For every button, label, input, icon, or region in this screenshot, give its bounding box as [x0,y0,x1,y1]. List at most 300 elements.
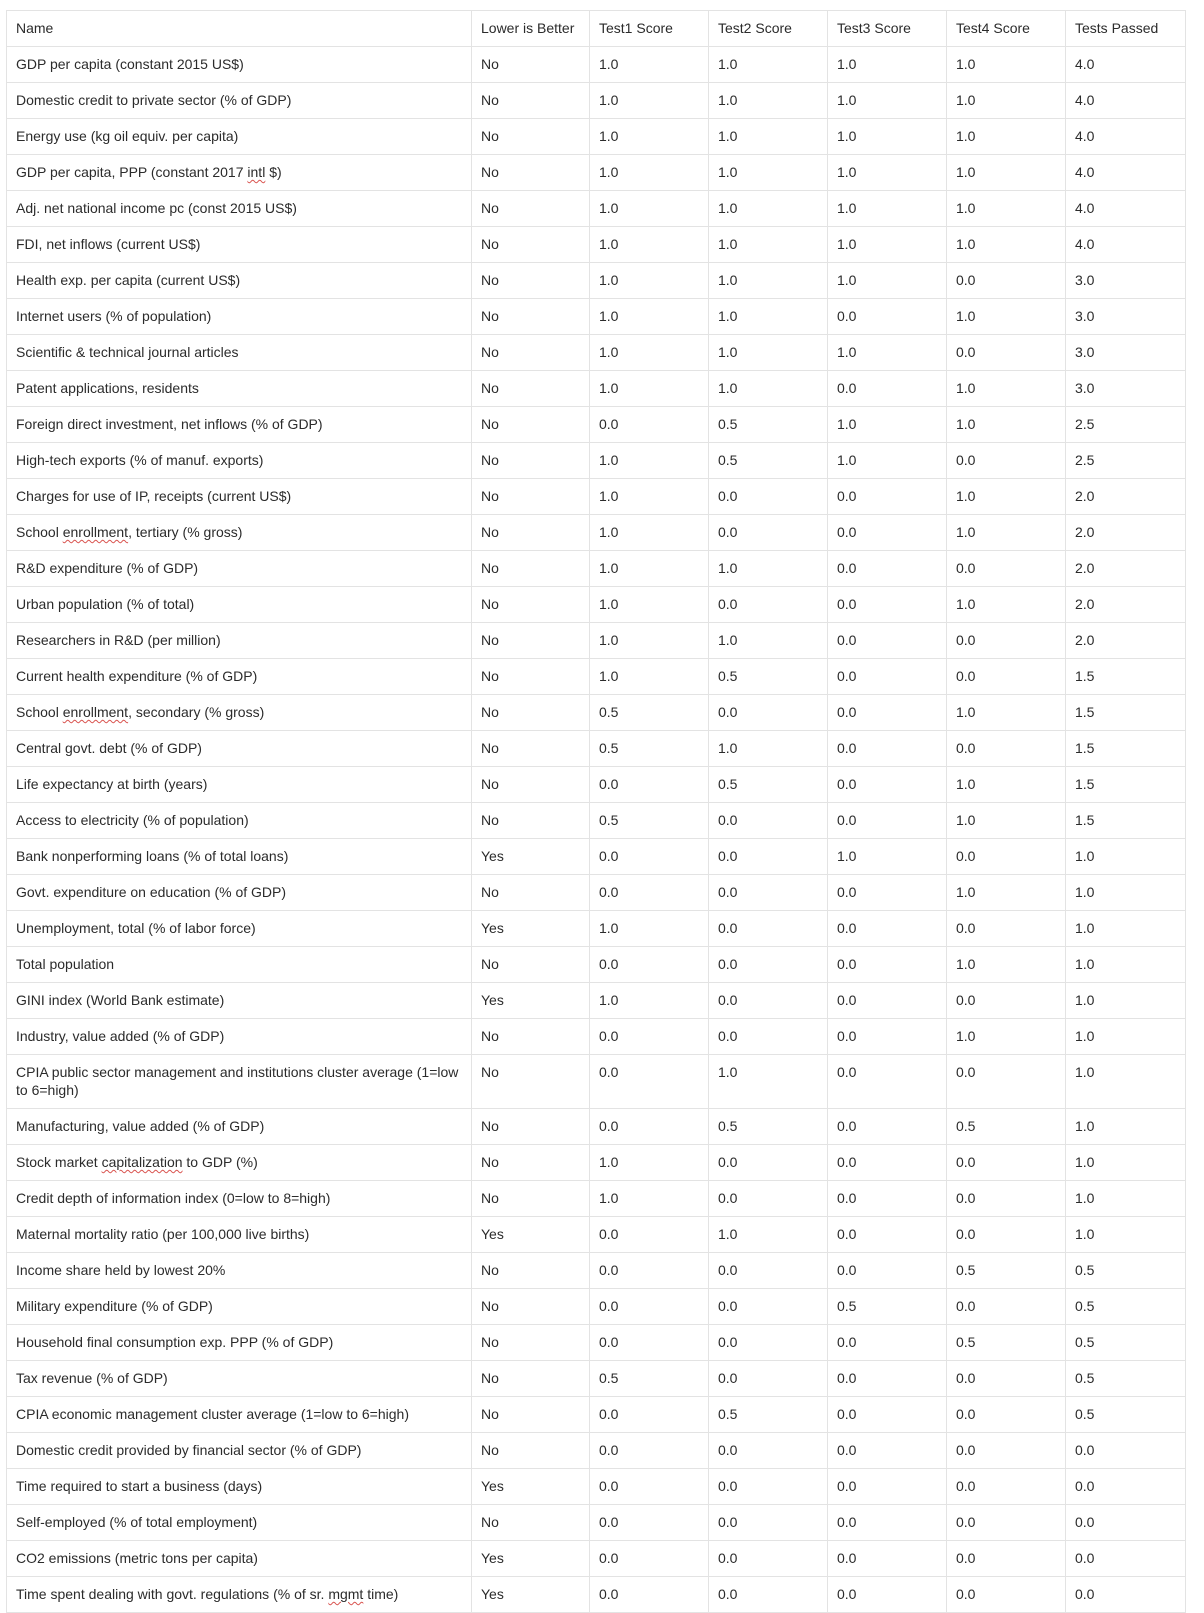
cell-test3-score: 0.0 [828,1109,947,1145]
cell-lower-is-better: No [472,803,590,839]
cell-name: Foreign direct investment, net inflows (% of GDP) [7,407,472,443]
cell-test3-score: 1.0 [828,839,947,875]
cell-test1-score: 1.0 [590,227,709,263]
cell-lower-is-better: No [472,731,590,767]
cell-test2-score: 0.5 [709,407,828,443]
cell-test2-score: 1.0 [709,263,828,299]
cell-test4-score: 1.0 [947,83,1066,119]
cell-lower-is-better: No [472,659,590,695]
table-row [7,299,1186,335]
cell-name: Access to electricity (% of population) [7,803,472,839]
cell-test3-score: 0.0 [828,767,947,803]
cell-name: Stock market capitalization to GDP (%) [7,1145,472,1181]
table-row [7,767,1186,803]
cell-name: CO2 emissions (metric tons per capita) [7,1541,472,1577]
cell-test2-score: 0.0 [709,695,828,731]
cell-test4-score: 1.0 [947,767,1066,803]
table-row [7,1109,1186,1145]
cell-tests-passed: 1.0 [1066,911,1186,947]
cell-test2-score: 1.0 [709,731,828,767]
cell-name: Time required to start a business (days) [7,1469,472,1505]
cell-tests-passed: 3.0 [1066,263,1186,299]
cell-tests-passed: 3.0 [1066,371,1186,407]
cell-test1-score: 0.0 [590,1109,709,1145]
cell-tests-passed: 1.5 [1066,803,1186,839]
cell-test2-score: 0.0 [709,1361,828,1397]
cell-test3-score: 0.0 [828,1505,947,1541]
cell-test3-score: 0.0 [828,695,947,731]
cell-lower-is-better: No [472,1181,590,1217]
cell-name: Time spent dealing with govt. regulations (% of sr. mgmt time) [7,1577,472,1613]
cell-test4-score: 0.0 [947,443,1066,479]
cell-name: Domestic credit to private sector (% of GDP) [7,83,472,119]
cell-test4-score: 1.0 [947,1019,1066,1055]
cell-test4-score: 1.0 [947,947,1066,983]
table-row [7,191,1186,227]
table-row [7,1469,1186,1505]
cell-test2-score: 1.0 [709,47,828,83]
cell-tests-passed: 1.0 [1066,839,1186,875]
cell-test4-score: 0.0 [947,1289,1066,1325]
cell-name: R&D expenditure (% of GDP) [7,551,472,587]
cell-test3-score: 0.0 [828,1397,947,1433]
cell-test1-score: 0.0 [590,947,709,983]
cell-test3-score: 0.0 [828,731,947,767]
cell-test2-score: 1.0 [709,299,828,335]
cell-name: Household final consumption exp. PPP (% of GDP) [7,1325,472,1361]
cell-test4-score: 0.5 [947,1253,1066,1289]
cell-lower-is-better: No [472,1145,590,1181]
cell-test1-score: 0.0 [590,1019,709,1055]
cell-test4-score: 0.0 [947,983,1066,1019]
header-tests-passed: Tests Passed [1066,11,1186,47]
table-row [7,803,1186,839]
cell-lower-is-better: No [472,1055,590,1109]
cell-test2-score: 0.0 [709,1289,828,1325]
table-row [7,1055,1186,1109]
cell-lower-is-better: No [472,551,590,587]
cell-tests-passed: 0.5 [1066,1289,1186,1325]
header-test1-score: Test1 Score [590,11,709,47]
cell-test3-score: 0.0 [828,623,947,659]
cell-test1-score: 1.0 [590,515,709,551]
cell-test4-score: 0.0 [947,335,1066,371]
table-row [7,1505,1186,1541]
cell-test3-score: 0.0 [828,1217,947,1253]
cell-test2-score: 0.0 [709,875,828,911]
header-name: Name [7,11,472,47]
cell-test3-score: 1.0 [828,407,947,443]
cell-tests-passed: 1.5 [1066,659,1186,695]
cell-lower-is-better: No [472,587,590,623]
table-row [7,947,1186,983]
table-row [7,839,1186,875]
cell-test4-score: 0.0 [947,1577,1066,1613]
table-row [7,1361,1186,1397]
cell-test2-score: 0.0 [709,839,828,875]
cell-tests-passed: 0.0 [1066,1433,1186,1469]
cell-name: Internet users (% of population) [7,299,472,335]
cell-lower-is-better: Yes [472,1541,590,1577]
table-row [7,1181,1186,1217]
cell-test1-score: 0.0 [590,1253,709,1289]
cell-test4-score: 1.0 [947,875,1066,911]
cell-tests-passed: 2.0 [1066,551,1186,587]
cell-test4-score: 1.0 [947,227,1066,263]
cell-test2-score: 0.0 [709,1469,828,1505]
cell-test2-score: 1.0 [709,155,828,191]
table-row [7,551,1186,587]
cell-test2-score: 0.5 [709,767,828,803]
cell-test4-score: 0.0 [947,839,1066,875]
cell-test3-score: 0.0 [828,803,947,839]
cell-test3-score: 1.0 [828,191,947,227]
cell-test1-score: 0.5 [590,1361,709,1397]
cell-test4-score: 1.0 [947,155,1066,191]
table-row [7,623,1186,659]
cell-test3-score: 1.0 [828,227,947,263]
results-table-container [6,10,1186,1613]
cell-test3-score: 0.0 [828,911,947,947]
cell-test1-score: 1.0 [590,1181,709,1217]
cell-lower-is-better: No [472,371,590,407]
cell-test3-score: 0.0 [828,1577,947,1613]
cell-test1-score: 1.0 [590,119,709,155]
table-row [7,515,1186,551]
cell-test4-score: 0.0 [947,1361,1066,1397]
cell-test1-score: 1.0 [590,443,709,479]
table-row [7,407,1186,443]
cell-test3-score: 0.0 [828,1019,947,1055]
cell-test1-score: 1.0 [590,479,709,515]
cell-test2-score: 0.0 [709,1019,828,1055]
cell-test3-score: 0.5 [828,1289,947,1325]
cell-test3-score: 0.0 [828,1055,947,1109]
table-row [7,371,1186,407]
cell-test3-score: 1.0 [828,443,947,479]
cell-tests-passed: 0.0 [1066,1541,1186,1577]
cell-tests-passed: 0.5 [1066,1361,1186,1397]
cell-test4-score: 1.0 [947,119,1066,155]
cell-test2-score: 1.0 [709,551,828,587]
cell-test4-score: 0.0 [947,551,1066,587]
cell-test4-score: 0.0 [947,1145,1066,1181]
table-row [7,443,1186,479]
cell-test4-score: 0.0 [947,1433,1066,1469]
cell-test3-score: 1.0 [828,119,947,155]
table-row [7,695,1186,731]
cell-lower-is-better: No [472,407,590,443]
cell-test1-score: 1.0 [590,371,709,407]
cell-test2-score: 0.5 [709,443,828,479]
cell-tests-passed: 0.0 [1066,1469,1186,1505]
table-row [7,911,1186,947]
cell-lower-is-better: No [472,695,590,731]
cell-test1-score: 0.0 [590,1469,709,1505]
cell-lower-is-better: No [472,1109,590,1145]
cell-test2-score: 0.0 [709,587,828,623]
cell-test2-score: 0.0 [709,479,828,515]
cell-test1-score: 1.0 [590,983,709,1019]
cell-test2-score: 0.0 [709,803,828,839]
cell-lower-is-better: No [472,1397,590,1433]
cell-test3-score: 0.0 [828,947,947,983]
cell-tests-passed: 2.0 [1066,587,1186,623]
table-row [7,731,1186,767]
cell-test1-score: 0.0 [590,839,709,875]
cell-test3-score: 0.0 [828,1433,947,1469]
table-row [7,83,1186,119]
spellcheck-flag: enrollment [62,704,129,720]
cell-tests-passed: 4.0 [1066,191,1186,227]
table-row [7,227,1186,263]
cell-name: Credit depth of information index (0=low to 8=high) [7,1181,472,1217]
table-row [7,263,1186,299]
cell-lower-is-better: No [472,1325,590,1361]
cell-lower-is-better: No [472,1019,590,1055]
cell-test1-score: 0.0 [590,767,709,803]
cell-test1-score: 1.0 [590,911,709,947]
cell-test4-score: 0.5 [947,1325,1066,1361]
table-body [7,47,1186,1613]
cell-test2-score: 1.0 [709,83,828,119]
cell-test2-score: 1.0 [709,335,828,371]
cell-tests-passed: 0.0 [1066,1577,1186,1613]
cell-test4-score: 1.0 [947,371,1066,407]
cell-test3-score: 0.0 [828,479,947,515]
cell-test4-score: 1.0 [947,695,1066,731]
cell-test4-score: 1.0 [947,803,1066,839]
table-row [7,479,1186,515]
cell-name: Central govt. debt (% of GDP) [7,731,472,767]
cell-test4-score: 0.0 [947,659,1066,695]
cell-test2-score: 0.0 [709,1433,828,1469]
cell-test3-score: 0.0 [828,1325,947,1361]
table-row [7,1577,1186,1613]
table-row [7,875,1186,911]
cell-name: School enrollment, secondary (% gross) [7,695,472,731]
cell-test1-score: 0.0 [590,1217,709,1253]
table-row [7,1253,1186,1289]
cell-test1-score: 1.0 [590,47,709,83]
cell-test3-score: 0.0 [828,551,947,587]
cell-test3-score: 0.0 [828,1541,947,1577]
cell-tests-passed: 4.0 [1066,83,1186,119]
cell-name: GDP per capita, PPP (constant 2017 intl $) [7,155,472,191]
cell-test4-score: 1.0 [947,47,1066,83]
cell-name: GDP per capita (constant 2015 US$) [7,47,472,83]
table-row [7,335,1186,371]
cell-name: Unemployment, total (% of labor force) [7,911,472,947]
cell-test4-score: 0.0 [947,1505,1066,1541]
cell-test3-score: 0.0 [828,299,947,335]
cell-tests-passed: 4.0 [1066,47,1186,83]
cell-test4-score: 0.0 [947,1217,1066,1253]
cell-lower-is-better: No [472,875,590,911]
cell-lower-is-better: No [472,1433,590,1469]
cell-test2-score: 1.0 [709,119,828,155]
cell-name: Domestic credit provided by financial sector (% of GDP) [7,1433,472,1469]
cell-name: Adj. net national income pc (const 2015 US$) [7,191,472,227]
cell-name: Life expectancy at birth (years) [7,767,472,803]
cell-test1-score: 1.0 [590,659,709,695]
table-row [7,155,1186,191]
cell-test2-score: 0.5 [709,1109,828,1145]
cell-test1-score: 1.0 [590,335,709,371]
cell-name: Total population [7,947,472,983]
cell-test1-score: 0.0 [590,1055,709,1109]
cell-test4-score: 0.5 [947,1109,1066,1145]
table-row [7,1217,1186,1253]
cell-tests-passed: 0.0 [1066,1505,1186,1541]
cell-tests-passed: 1.0 [1066,875,1186,911]
header-lower-is-better: Lower is Better [472,11,590,47]
cell-test4-score: 0.0 [947,1397,1066,1433]
cell-lower-is-better: No [472,299,590,335]
cell-test1-score: 0.0 [590,1505,709,1541]
cell-test4-score: 1.0 [947,407,1066,443]
cell-test1-score: 1.0 [590,299,709,335]
cell-name: Energy use (kg oil equiv. per capita) [7,119,472,155]
header-test2-score: Test2 Score [709,11,828,47]
table-row [7,1145,1186,1181]
cell-test3-score: 0.0 [828,371,947,407]
cell-tests-passed: 1.0 [1066,947,1186,983]
cell-test3-score: 0.0 [828,875,947,911]
cell-name: Income share held by lowest 20% [7,1253,472,1289]
cell-lower-is-better: No [472,1289,590,1325]
table-row [7,119,1186,155]
cell-lower-is-better: No [472,1361,590,1397]
cell-tests-passed: 3.0 [1066,335,1186,371]
cell-tests-passed: 2.0 [1066,623,1186,659]
header-test4-score: Test4 Score [947,11,1066,47]
cell-test4-score: 1.0 [947,479,1066,515]
cell-name: Patent applications, residents [7,371,472,407]
cell-test2-score: 1.0 [709,191,828,227]
table-header-row [7,11,1186,47]
cell-name: Manufacturing, value added (% of GDP) [7,1109,472,1145]
cell-test4-score: 0.0 [947,1541,1066,1577]
cell-test2-score: 0.0 [709,1505,828,1541]
cell-lower-is-better: Yes [472,1217,590,1253]
cell-tests-passed: 4.0 [1066,155,1186,191]
cell-name: Current health expenditure (% of GDP) [7,659,472,695]
cell-test2-score: 1.0 [709,227,828,263]
table-row [7,1397,1186,1433]
cell-test1-score: 0.0 [590,1397,709,1433]
cell-test1-score: 1.0 [590,587,709,623]
cell-test1-score: 0.5 [590,695,709,731]
cell-test1-score: 1.0 [590,263,709,299]
cell-name: Maternal mortality ratio (per 100,000 live births) [7,1217,472,1253]
cell-tests-passed: 3.0 [1066,299,1186,335]
cell-tests-passed: 4.0 [1066,119,1186,155]
cell-test3-score: 0.0 [828,1253,947,1289]
cell-test3-score: 0.0 [828,1181,947,1217]
cell-test1-score: 0.0 [590,1541,709,1577]
cell-test3-score: 0.0 [828,515,947,551]
cell-name: School enrollment, tertiary (% gross) [7,515,472,551]
cell-lower-is-better: Yes [472,911,590,947]
cell-test3-score: 1.0 [828,335,947,371]
cell-lower-is-better: Yes [472,839,590,875]
cell-test2-score: 0.0 [709,983,828,1019]
cell-name: Self-employed (% of total employment) [7,1505,472,1541]
spellcheck-flag: enrollment [62,524,129,540]
table-row [7,659,1186,695]
cell-tests-passed: 0.5 [1066,1253,1186,1289]
cell-test3-score: 0.0 [828,983,947,1019]
cell-test1-score: 0.0 [590,1325,709,1361]
cell-tests-passed: 0.5 [1066,1325,1186,1361]
cell-test2-score: 0.0 [709,1181,828,1217]
cell-tests-passed: 1.0 [1066,1181,1186,1217]
results-table [6,10,1186,1613]
cell-lower-is-better: Yes [472,983,590,1019]
cell-test2-score: 0.0 [709,515,828,551]
cell-tests-passed: 2.0 [1066,479,1186,515]
table-row [7,1433,1186,1469]
cell-tests-passed: 2.0 [1066,515,1186,551]
cell-name: Industry, value added (% of GDP) [7,1019,472,1055]
cell-lower-is-better: No [472,335,590,371]
cell-test3-score: 1.0 [828,155,947,191]
cell-test2-score: 0.0 [709,1325,828,1361]
cell-test4-score: 0.0 [947,1469,1066,1505]
cell-tests-passed: 1.5 [1066,695,1186,731]
cell-test4-score: 0.0 [947,263,1066,299]
cell-tests-passed: 1.5 [1066,731,1186,767]
cell-name: Researchers in R&D (per million) [7,623,472,659]
header-test3-score: Test3 Score [828,11,947,47]
table-row [7,983,1186,1019]
cell-test3-score: 1.0 [828,47,947,83]
cell-test4-score: 1.0 [947,587,1066,623]
cell-test4-score: 1.0 [947,299,1066,335]
cell-test1-score: 1.0 [590,623,709,659]
cell-test2-score: 0.5 [709,1397,828,1433]
cell-lower-is-better: No [472,443,590,479]
cell-name: FDI, net inflows (current US$) [7,227,472,263]
table-row [7,1541,1186,1577]
cell-name: High-tech exports (% of manuf. exports) [7,443,472,479]
cell-test1-score: 1.0 [590,155,709,191]
cell-test3-score: 0.0 [828,1469,947,1505]
cell-test1-score: 1.0 [590,83,709,119]
cell-name: Health exp. per capita (current US$) [7,263,472,299]
cell-test1-score: 0.0 [590,1289,709,1325]
cell-test4-score: 0.0 [947,1181,1066,1217]
cell-lower-is-better: Yes [472,1469,590,1505]
cell-test1-score: 0.5 [590,803,709,839]
cell-name: Urban population (% of total) [7,587,472,623]
table-row [7,1019,1186,1055]
cell-test2-score: 0.0 [709,1253,828,1289]
cell-test2-score: 1.0 [709,1055,828,1109]
cell-tests-passed: 2.5 [1066,443,1186,479]
cell-test1-score: 0.0 [590,875,709,911]
cell-test1-score: 1.0 [590,551,709,587]
cell-test3-score: 0.0 [828,659,947,695]
cell-lower-is-better: No [472,623,590,659]
cell-lower-is-better: No [472,83,590,119]
cell-test4-score: 0.0 [947,911,1066,947]
cell-lower-is-better: No [472,119,590,155]
cell-lower-is-better: No [472,947,590,983]
cell-tests-passed: 1.0 [1066,1055,1186,1109]
table-row [7,1289,1186,1325]
